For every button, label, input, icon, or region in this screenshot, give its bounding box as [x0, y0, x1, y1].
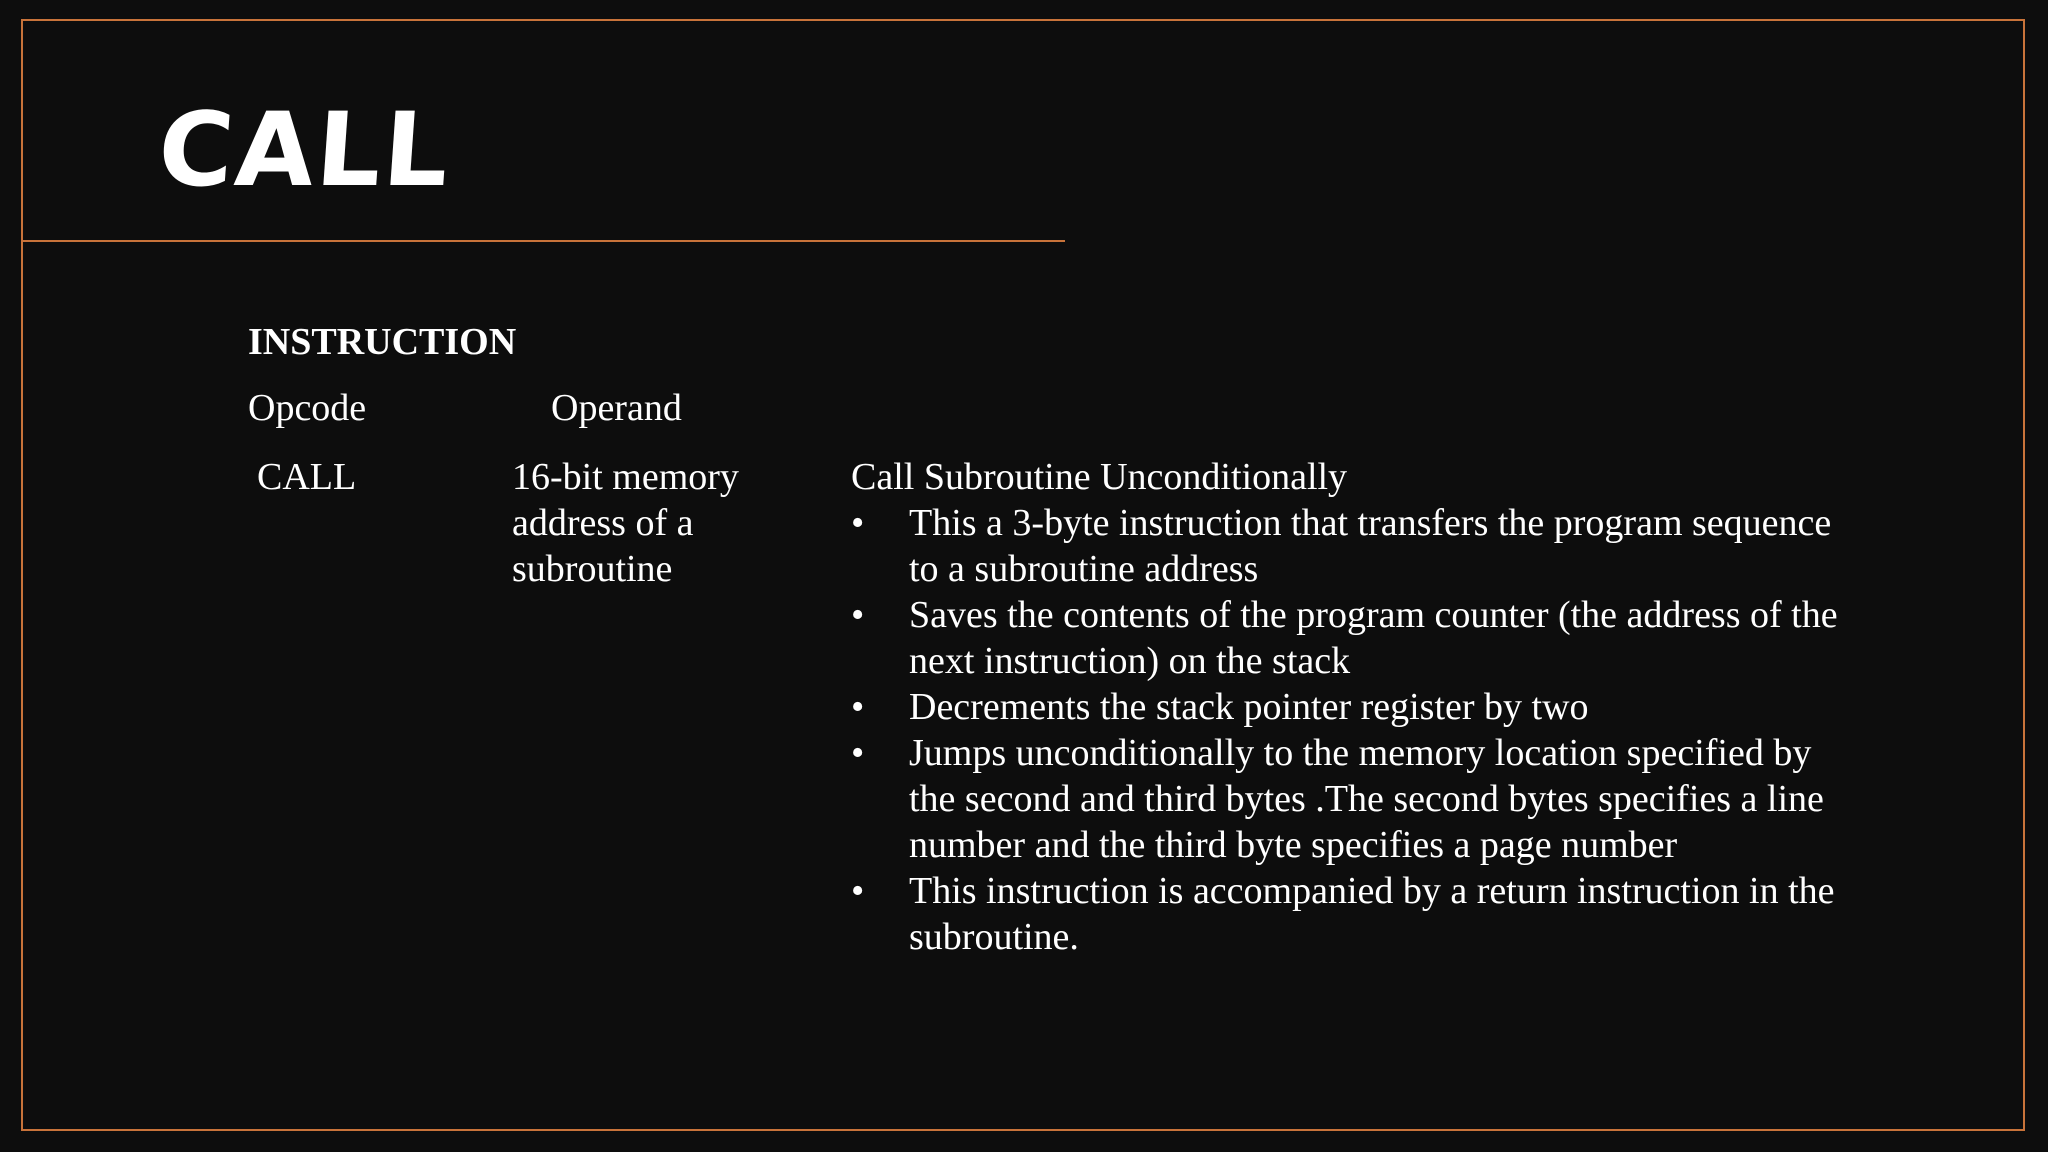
bullet-text: This a 3-byte instruction that transfers the program sequence to a subroutine address	[909, 502, 1832, 590]
bullet-text: Saves the contents of the program counter (the address of the next instruction) on the stack	[909, 594, 1838, 682]
bullet-icon: •	[851, 594, 865, 636]
description-title: Call Subroutine Unconditionally	[851, 456, 1348, 498]
bullet-item	[851, 868, 1851, 960]
description-bullet-list	[851, 500, 1851, 960]
bullet-item	[851, 684, 1851, 730]
bullet-item	[851, 500, 1851, 592]
operand-column-header: Operand	[551, 387, 682, 429]
bullet-icon: •	[851, 502, 865, 544]
instruction-description	[851, 454, 1851, 960]
bullet-icon: •	[851, 870, 865, 912]
bullet-text: Jumps unconditionally to the memory location specified by the second and third bytes .The second bytes specifies a line number and the third byte specifies a page number	[909, 732, 1824, 866]
opcode-value: CALL	[257, 456, 357, 498]
bullet-item	[851, 730, 1851, 868]
title-underline-rule	[22, 240, 1065, 242]
bullet-icon: •	[851, 732, 865, 774]
opcode-column-header: Opcode	[248, 387, 367, 429]
operand-value: 16-bit memory address of a subroutine	[512, 456, 739, 590]
section-heading: INSTRUCTION	[248, 321, 517, 363]
bullet-icon: •	[851, 686, 865, 728]
bullet-item	[851, 592, 1851, 684]
bullet-text: Decrements the stack pointer register by two	[909, 686, 1589, 728]
slide-title: CALL	[154, 91, 455, 210]
bullet-text: This instruction is accompanied by a return instruction in the subroutine.	[909, 870, 1835, 958]
